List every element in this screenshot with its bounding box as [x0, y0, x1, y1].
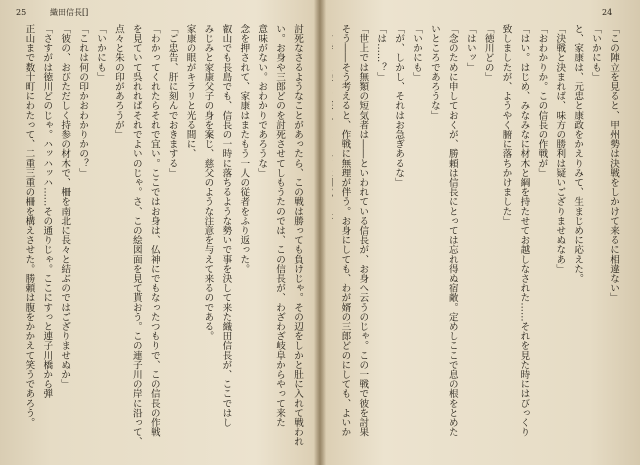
text-column: を見ていて呉れればそれでよいのじゃ。さ、この絵図面を見て貰おう。この連子川の岸に沿って、: [130, 24, 142, 447]
left-running-title: 織田信長[]: [50, 8, 89, 17]
text-column: 意味がない。おわかりであろうな」: [256, 24, 268, 178]
right-page-number: 24: [602, 8, 613, 17]
text-column: 「はい。はじめ、みなみなに材木と綱を持たせてお越しなされた……それを見た時にはびっくり: [518, 24, 530, 437]
text-column: 「さすがは徳川どのじゃ。ハッハッハ……その通りじゃ。ここにすっと連子川橋から弾: [41, 24, 53, 399]
text-column: と、家康は、元忠と康政をかえりみて、生まじめに応えた。: [572, 24, 584, 284]
text-column: 「は……？」: [375, 24, 387, 82]
text-column: 「この陣立を見ると、甲州勢は決戦をしかけて来るに相違ない」: [608, 24, 619, 303]
text-column: 「いかにも」: [95, 24, 107, 82]
text-column: いところであろうな」: [428, 24, 440, 120]
text-column: 念を押されて、家康はまたもう一人の従者をふり返った。: [238, 24, 250, 274]
text-column: い。お身や三郎どのを討死させてしもうたのでは、この信長が、わざわざ岐阜からやって来た: [274, 24, 286, 428]
text-column: 「世上では無類の短気者は――といわれている信長が、お身へ云うのじゃ。この一戦で彼を討果: [357, 24, 369, 437]
text-column: [332, 24, 336, 456]
text-column: 「わかってくれたらそれで宜い。ここではお身は、仏神にでもなったつもりで、この信長の作戦: [148, 24, 160, 437]
text-column: 致しましたが、ようやく腑に落ちかけました」: [500, 24, 512, 226]
left-page-number: 25: [16, 8, 27, 17]
text-column: [18, 24, 20, 456]
text-column: 「彼の、おびただしく持参の材木で、柵を南北に長々と結ぶのではござりませぬか」: [59, 24, 71, 389]
text-column: みじみと家康父子の身を案じ、慈父のような注意を与えて来るのである。: [202, 24, 214, 341]
text-column: 「おわかりか。この信長の作戦が」: [536, 24, 548, 178]
text-column: 「これは何の印かおわかりかの？」: [77, 24, 89, 178]
text-column: 正山まで数十町にわたって、二重三重の柵を構えさせた。勝頼は腹をかかえて笑うであろう。: [23, 24, 35, 428]
text-column: 叡山でも長島でも、信長の一時に落ちるような勢いで事を決して来た織田信長が、ここではし: [220, 24, 232, 428]
text-column: 「ご忠告、肝に刻んでおきまする」: [166, 24, 178, 178]
text-column: 「いかにも」: [590, 24, 602, 82]
text-column: 点々と朱の印があろうが」: [112, 24, 124, 140]
right-page-text: [332, 24, 622, 456]
text-column: 「いかにも」: [411, 24, 423, 82]
text-column: 家康の眼がキラリと光る間に、: [184, 24, 196, 159]
left-page-text: [18, 24, 306, 456]
text-column: 「念のために申しておくが、勝頼は信長にとっては忘れ得ぬ宿敵。定めしここで息の根をとめた: [446, 24, 458, 437]
text-column: 「決戦と決まれば、味方の勝利は疑いござりませぬなあ」: [554, 24, 566, 274]
text-column: そう――そう考えると、作戦に無理が伴う。お身にしても、わが婿の三郎どのにしても、よいか: [339, 24, 351, 437]
text-column: 「徳川どの」: [482, 24, 494, 82]
book-gutter: [314, 0, 326, 465]
text-column: 討死なさるようなことがあったら、この戦は勝っても負けじゃ。その辺をしかと肚に入れて戦われ: [292, 24, 303, 447]
text-column: 「はいッ」: [464, 24, 476, 72]
text-column: 「が、しかし、それはお急ぎあるな」: [393, 24, 405, 188]
